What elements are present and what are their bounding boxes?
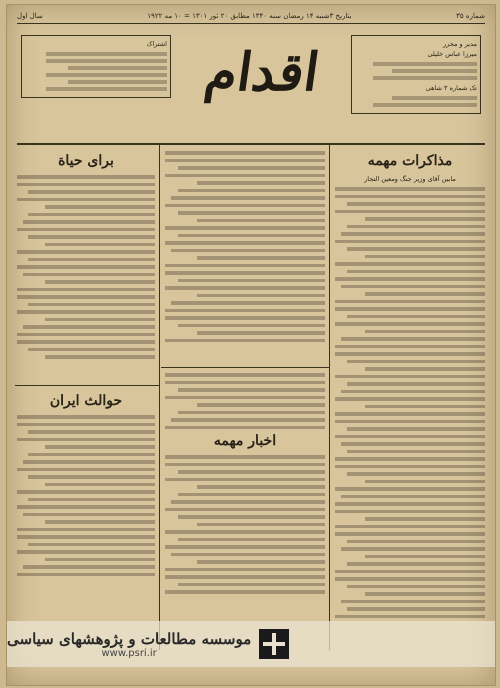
issue-number: شماره ۳۵ [456, 12, 485, 20]
left-column-heading: برای حیاة [58, 153, 114, 169]
masthead-right-box [351, 35, 481, 114]
middle-bottom-section [165, 373, 325, 598]
issue-date: بتاریخ ۳شنبه ۱۴ رمضان سنه ۱۳۴۰ مطابق ۲۰ ثور ۱۳۰۱ = ۱۰ مه ۱۹۲۲ [147, 12, 352, 20]
editor-name: میرزا عباس خلیلی [427, 50, 477, 58]
right-column [335, 151, 485, 622]
issue-info-bar [17, 11, 485, 24]
section-rule [15, 385, 159, 386]
newspaper-title: اقدام [201, 42, 323, 103]
editor-line: مدیر و محرر [443, 40, 477, 48]
subscription-label: اشتراک [146, 40, 167, 48]
right-column-heading: مذاکرات مهمه [367, 153, 453, 169]
middle-bottom-heading: اخبار مهمه [213, 433, 277, 449]
right-column-subheading: مابین آقای وزیر جنگ ومعین التجار [364, 175, 456, 183]
section-rule [161, 367, 329, 368]
left-bottom-heading: حوالث ایران [49, 393, 123, 409]
masthead [17, 25, 485, 145]
price-line: تک شماره ۳ شاهی [425, 84, 477, 92]
newspaper-page [6, 4, 496, 686]
left-bottom-section [17, 391, 155, 580]
issue-year: سال اول [17, 12, 43, 20]
watermark-org: موسسه مطالعات و پژوهشهای سیاسی [7, 629, 252, 648]
left-column [17, 151, 155, 363]
watermark-banner [7, 621, 495, 667]
column-rule [329, 145, 330, 650]
watermark-url[interactable]: www.psri.ir [101, 647, 157, 659]
column-rule [159, 145, 160, 650]
middle-column [165, 151, 325, 346]
psri-logo-icon [259, 629, 289, 659]
masthead-left-box [21, 35, 171, 98]
